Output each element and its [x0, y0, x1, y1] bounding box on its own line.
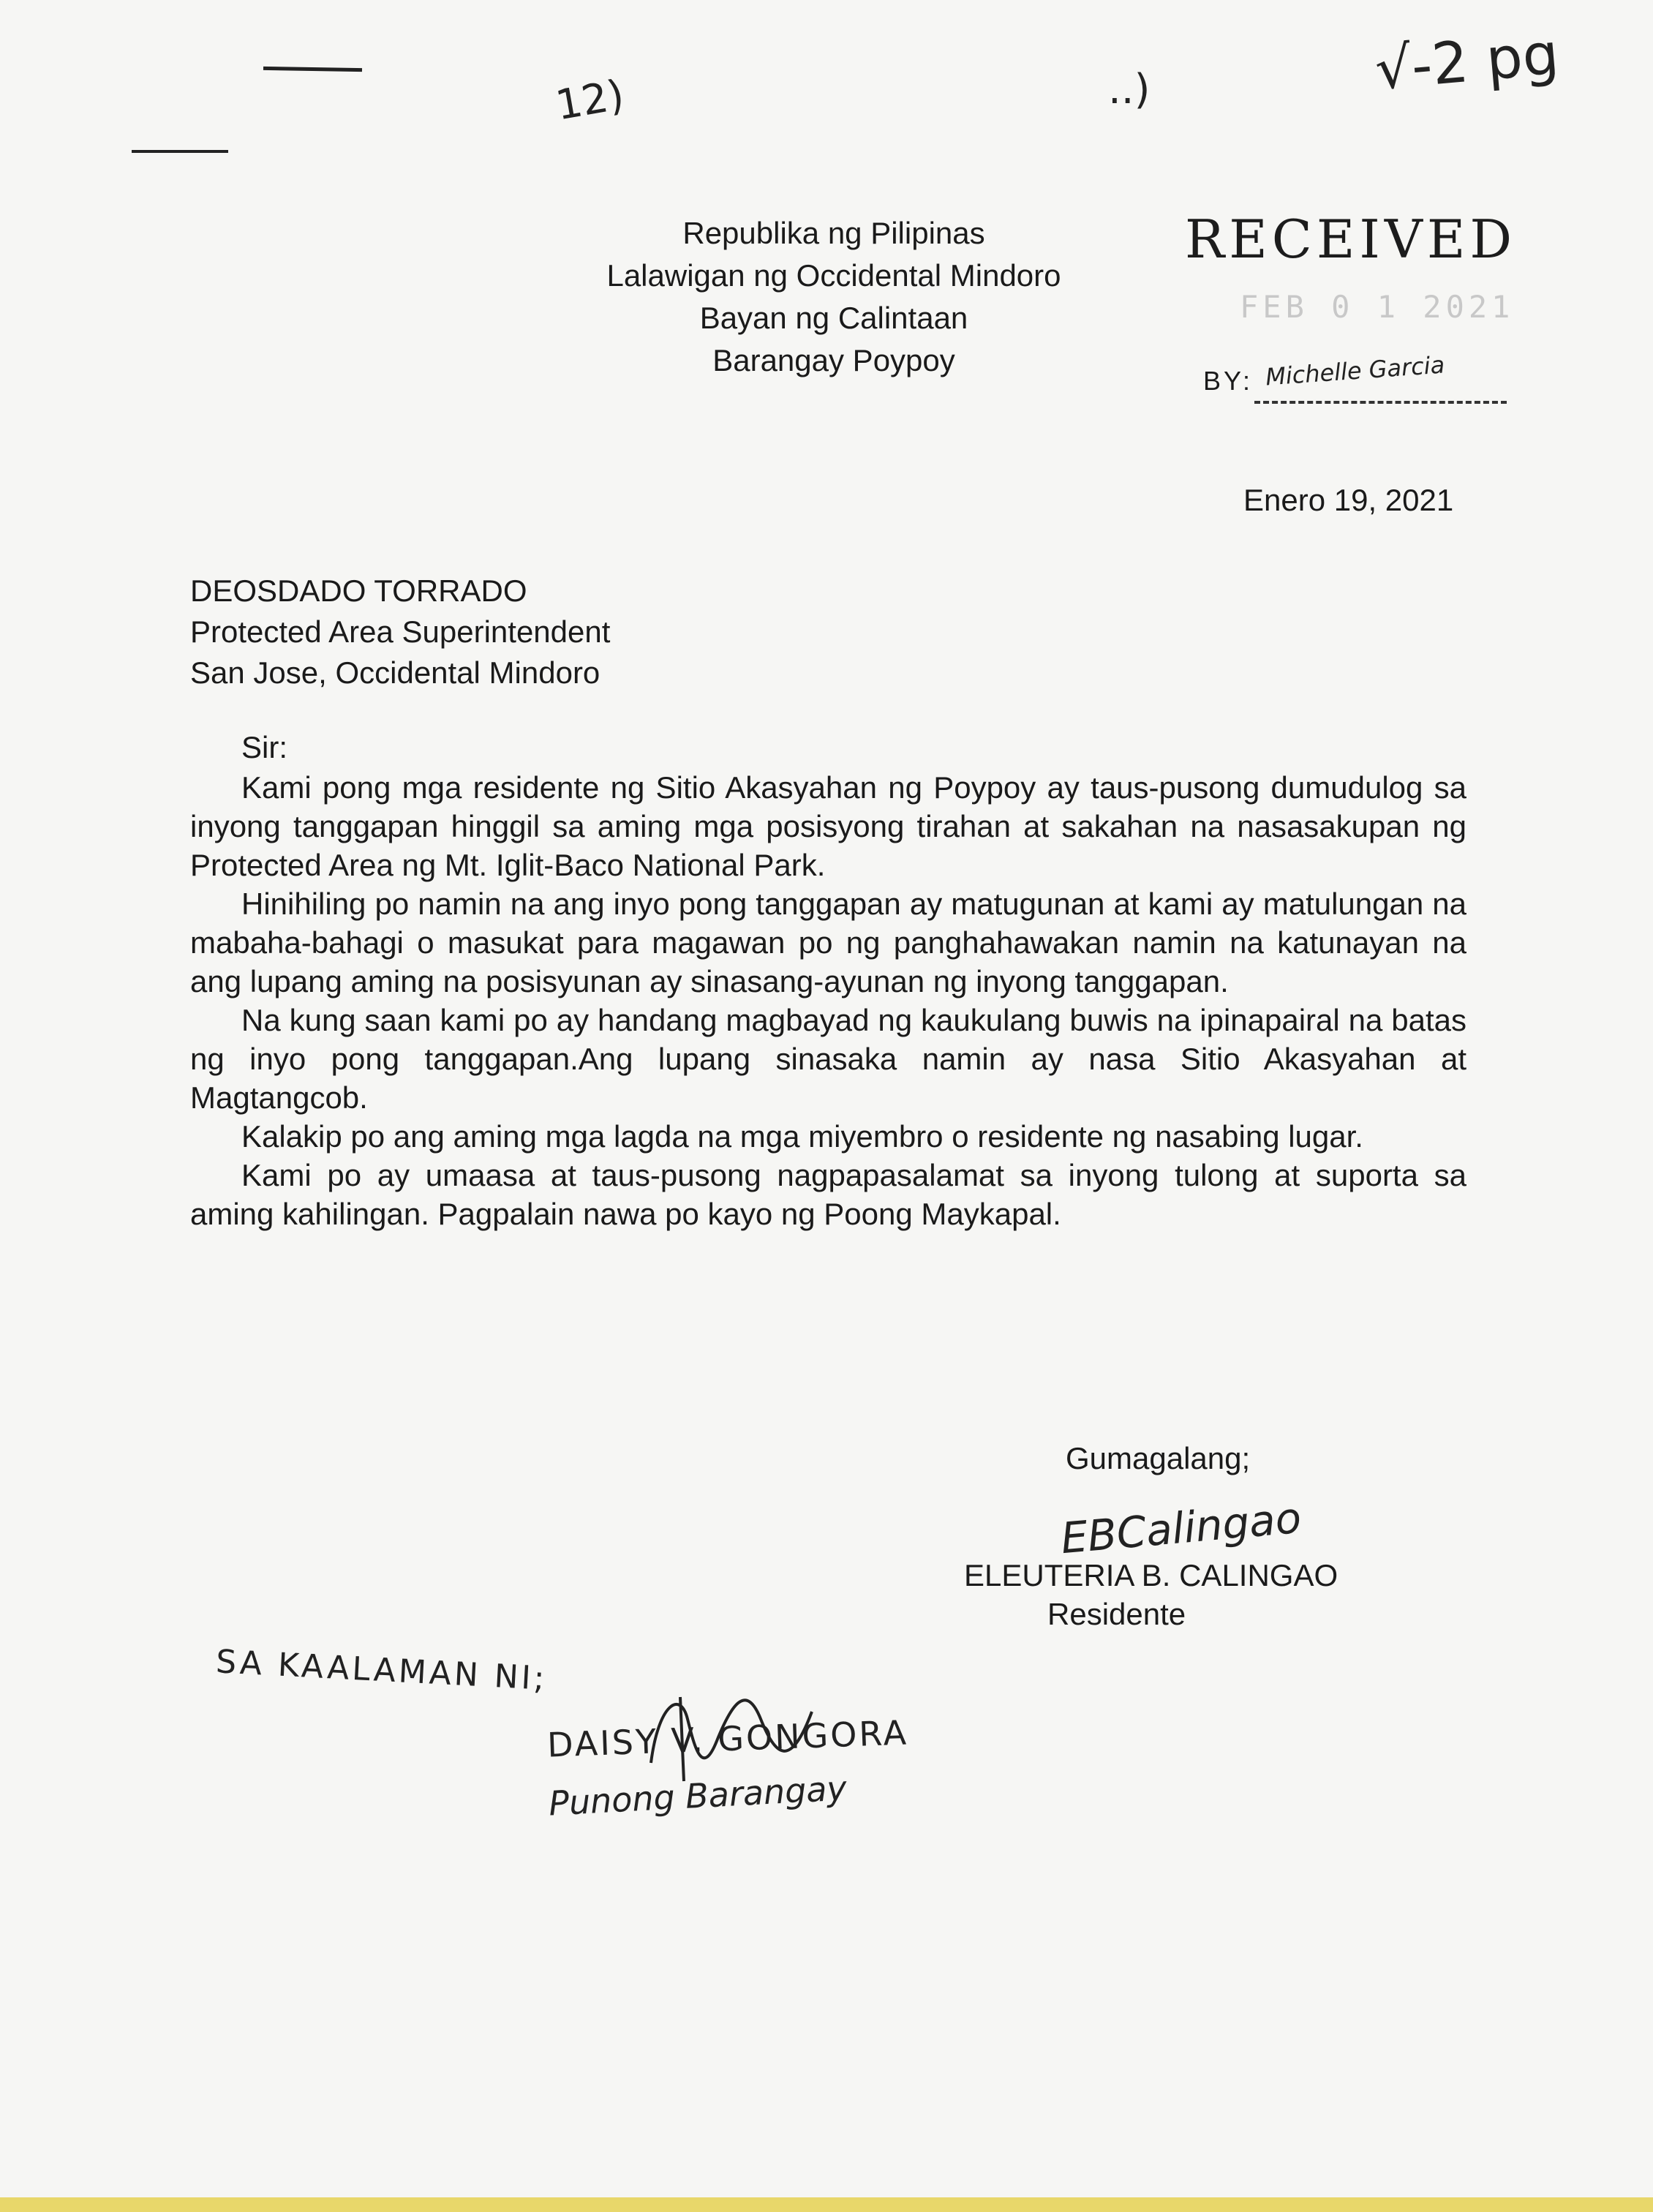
body-paragraph: Kami po ay umaasa at taus-pusong nagpapasalamat sa inyong tulong at suporta sa aming kahilingan. Pagpalain nawa po kayo ng Poong Maykapal.	[190, 1158, 1466, 1231]
captain-title: Punong Barangay	[547, 1768, 848, 1824]
addressee-location: San Jose, Occidental Mindoro	[190, 655, 600, 690]
letterhead	[512, 212, 1156, 382]
stamp-by-label: BY:	[1203, 366, 1254, 396]
addressee-position: Protected Area Superintendent	[190, 614, 611, 649]
pen-dash	[132, 150, 228, 153]
complimentary-close: Gumagalang;	[1066, 1441, 1251, 1475]
letterhead-line: Bayan ng Calintaan	[699, 301, 968, 335]
resident-name: ELEUTERIA B. CALINGAO	[964, 1558, 1338, 1592]
letter-date: Enero 19, 2021	[1243, 483, 1454, 517]
body-paragraph: Kalakip po ang aming mga lagda na mga miyembro o residente ng nasabing lugar.	[241, 1119, 1363, 1154]
handwritten-mark: ..)	[1108, 66, 1151, 113]
page-edge-strip	[0, 2197, 1653, 2212]
stamp-signature-line	[1254, 401, 1507, 404]
captain-name: DAISY V. GONGORA	[546, 1712, 909, 1765]
stamp-word: RECEIVED	[1185, 208, 1517, 270]
handwritten-mark: 12)	[552, 71, 628, 130]
stamp-signature: Michelle Garcia	[1264, 350, 1446, 391]
letterhead-line: Lalawigan ng Occidental Mindoro	[606, 258, 1061, 293]
noted-by-label: SA KAALAMAN NI;	[214, 1643, 549, 1698]
addressee-block	[190, 571, 610, 693]
letterhead-line: Barangay Poypoy	[712, 343, 955, 377]
body-paragraph: Hinihiling po namin na ang inyo pong tanggapan ay matugunan at kami ay matulungan na mabaha-bahagi o masukat para magawan po ng panghahawakan namin na katunayan na ang lupang aming na posisyunan ay sinasang-ayunan ng inyong tanggapan.	[190, 887, 1466, 998]
page-count-note: √-2 pg	[1372, 21, 1562, 103]
pen-dash	[263, 67, 362, 72]
received-stamp	[1185, 208, 1521, 340]
letterhead-line: Republika ng Pilipinas	[682, 216, 985, 250]
resident-signature: EBCalingao	[1058, 1492, 1303, 1564]
resident-title: Residente	[1047, 1597, 1186, 1631]
salutation: Sir:	[241, 730, 287, 764]
stamp-date: FEB 0 1 2021	[1240, 289, 1515, 325]
letter-body	[190, 728, 1466, 1233]
body-paragraph: Kami pong mga residente ng Sitio Akasyahan ng Poypoy ay taus-pusong dumudulog sa inyong tanggapan hinggil sa aming mga posisyong tirahan at sakahan na nasasakupan ng Protected Area ng Mt. Iglit-Baco National Park.	[190, 770, 1466, 882]
addressee-name: DEOSDADO TORRADO	[190, 573, 527, 608]
body-paragraph: Na kung saan kami po ay handang magbayad ng kaukulang buwis na ipinapairal na batas ng inyo pong tanggapan.Ang lupang sinasaka namin ay nasa Sitio Akasyahan at Magtangcob.	[190, 1003, 1466, 1115]
